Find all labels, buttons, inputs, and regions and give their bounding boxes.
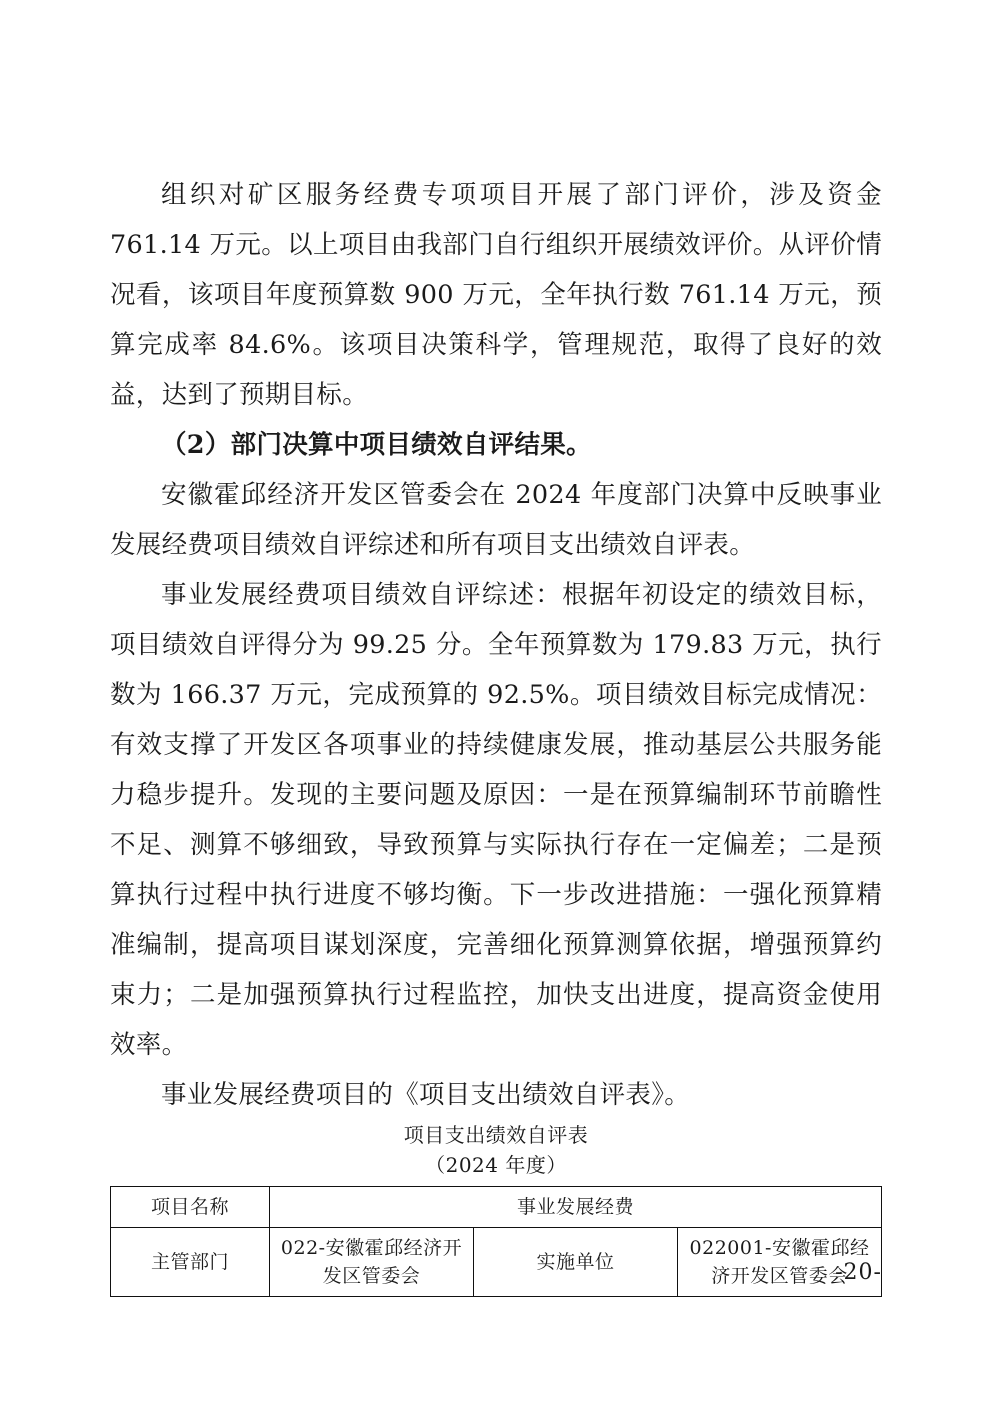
cell-implementing-unit-value: 022001-安徽霍邱经济开发区管委会 xyxy=(678,1228,882,1297)
cell-supervisor-label: 主管部门 xyxy=(111,1228,270,1297)
table-row xyxy=(111,1187,882,1228)
cell-project-name-value: 事业发展经费 xyxy=(270,1187,882,1228)
cell-project-name-label: 项目名称 xyxy=(111,1187,270,1228)
table-title: 项目支出绩效自评表 xyxy=(403,1123,589,1147)
page-number: -20- xyxy=(835,1260,882,1285)
table-row xyxy=(111,1228,882,1297)
paragraph-evaluation-summary: 组织对矿区服务经费专项项目开展了部门评价，涉及资金 761.14 万元。以上项目由我部门自行组织开展绩效评价。从评价情况看，该项目年度预算数 900 万元，全年执行数 761.14 万元，预算完成率 84.6%。该项目决策科学，管理规范，取得了良好的效益，达到了预期目标。 xyxy=(110,180,882,410)
paragraph-table-reference: 事业发展经费项目的《项目支出绩效自评表》。 xyxy=(161,1080,691,1110)
paragraph-performance-overview: 事业发展经费项目绩效自评综述：根据年初设定的绩效目标，项目绩效自评得分为 99.25 分。全年预算数为 179.83 万元，执行数为 166.37 万元，完成预算的 92.5%。项目绩效目标完成情况：有效支撑了开发区各项事业的持续健康发展，推动基层公共服务能力稳步提升。发现的主要问题及原因：一是在预算编制环节前瞻性不足、测算不够细致，导致预算与实际执行存在一定偏差；二是预算执行过程中执行进度不够均衡。下一步改进措施：一强化预算精准编制，提高项目谋划深度，完善细化预算测算依据，增强预算约束力；二是加强预算执行过程监控，加快支出进度，提高资金使用效率。 xyxy=(110,580,882,1060)
cell-implementing-unit-label: 实施单位 xyxy=(474,1228,678,1297)
section-heading-self-evaluation: （2）部门决算中项目绩效自评结果。 xyxy=(161,430,592,460)
paragraph-committee-report: 安徽霍邱经济开发区管委会在 2024 年度部门决算中反映事业发展经费项目绩效自评综述和所有项目支出绩效自评表。 xyxy=(110,480,882,560)
performance-self-evaluation-table xyxy=(110,1186,882,1297)
table-subtitle: （2024 年度） xyxy=(425,1153,567,1177)
cell-supervisor-value: 022-安徽霍邱经济开发区管委会 xyxy=(270,1228,474,1297)
